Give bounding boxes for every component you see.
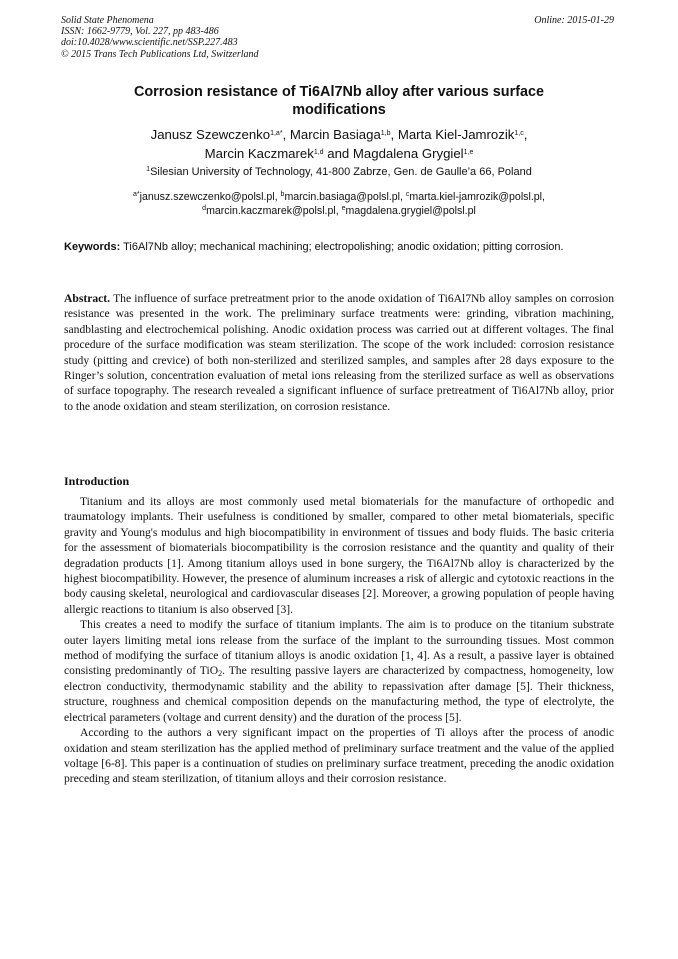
affiliation-mark: 1 bbox=[146, 166, 151, 173]
journal-metadata bbox=[61, 15, 259, 60]
keywords bbox=[64, 240, 614, 255]
paragraph bbox=[64, 617, 614, 725]
subscript: 2 bbox=[218, 669, 223, 679]
paragraph: According to the authors a very significant impact on the properties of Ti alloys after the process of anodic oxidation and steam sterilization has the applied method of preliminary surface treatment and the value of the applied voltage [6-8]. This paper is a continuation of studies on preliminary surface treatment, preceding the anodic oxidation preceding and steam sterilization, of titanium alloys and their corrosion resistance. bbox=[64, 726, 614, 786]
author-name: Magdalena Grygiel bbox=[352, 146, 464, 161]
author-separator: , bbox=[282, 127, 290, 142]
paragraph-text: This creates a need to modify the surface of titanium implants. The aim is to produce on the titanium substrate outer layers limiting metal ions release from the surface of the implant to the surrounding tissues. Most common method of modifying the surface of titanium alloys is anodic oxidation [1, 4]. As a result, a passive layer is obtained consisting predominantly of TiO bbox=[64, 618, 614, 678]
email-link[interactable]: magdalena.grygiel@polsl.pl bbox=[345, 205, 476, 217]
journal-name: Solid State Phenomena bbox=[61, 15, 154, 26]
email-link[interactable]: janusz.szewczenko@polsl.pl, bbox=[139, 191, 281, 203]
journal-copyright: © 2015 Trans Tech Publications Ltd, Switzerland bbox=[61, 48, 259, 60]
author-affiliation-mark: 1,e bbox=[463, 149, 474, 156]
author-separator: and bbox=[323, 146, 353, 161]
author-name: Janusz Szewczenko bbox=[150, 127, 271, 142]
author-separator: , bbox=[390, 127, 398, 142]
keywords-text: Ti6Al7Nb alloy; mechanical machining; electropolishing; anodic oxidation; pitting corrosion. bbox=[123, 241, 564, 253]
online-date: Online: 2015-01-29 bbox=[534, 15, 614, 26]
journal-issn: ISSN: 1662-9779, Vol. 227, pp 483-486 bbox=[61, 26, 219, 38]
introduction-body bbox=[64, 494, 614, 787]
email-link[interactable]: marta.kiel-jamrozik@polsl.pl, bbox=[409, 191, 545, 203]
abstract-text: The influence of surface pretreatment prior to the anode oxidation of Ti6Al7Nb alloy samples on corrosion resistance was presented in the work. The preliminary surface treatments were: grinding, vibration machining, sandblasting and electrochemical polishing. Anodic oxidation process was carried out at different voltages. The final procedure of the surface modification was steam sterilization. The scope of the work included: corrosion resistance study (pitting and crevice) of both non-sterilized and sterilized samples, and samples after 28 days exposure to the Ringer’s solution, concentration evaluation of metal ions releasing from the sterilized surface as well as observations of surface topography. The research revealed a significant influence of surface pretreatment of Ti6Al7Nb alloy, prior to the anode oxidation and steam sterilization, on corrosion resistance. bbox=[64, 292, 614, 413]
keywords-label: Keywords: bbox=[64, 241, 121, 253]
email-link[interactable]: marcin.basiaga@polsl.pl, bbox=[284, 191, 406, 203]
author-emails bbox=[70, 190, 608, 218]
abstract-label: Abstract. bbox=[64, 292, 111, 305]
author-name: Marcin Basiaga bbox=[289, 127, 381, 142]
email-link[interactable]: marcin.kaczmarek@polsl.pl, bbox=[206, 205, 342, 217]
author-affiliation-mark: 1,c bbox=[514, 130, 524, 137]
journal-doi: doi:10.4028/www.scientific.net/SSP.227.483 bbox=[61, 37, 238, 49]
author-separator: , bbox=[523, 127, 528, 142]
section-heading-introduction: Introduction bbox=[64, 474, 130, 488]
paragraph: Titanium and its alloys are most commonly used metal biomaterials for the manufacture of orthopedic and traumatology implants. Their usefulness is conditioned by smaller, compared to other metal biomaterials, specific gravity and Young's modulus and high biocompatibility in environment of tissues and body fluids. The basic criteria for the assessment of biomaterials biocompatibility is the corrosion resistance and the quantity and quality of their degradation products [1]. Among titanium alloys used in bone surgery, the Ti6Al7Nb alloy is characterized by the highest biocompatibility. However, the presence of aluminum increases a risk of allergic and cytotoxic reactions in the body causing skeletal, neurological and cardiovascular diseases [2]. Moreover, a growing population of people having allergic reactions to titanium is also observed [3]. bbox=[64, 495, 614, 616]
author-name: Marcin Kaczmarek bbox=[204, 146, 314, 161]
author-affiliation-mark: 1,a* bbox=[270, 130, 283, 137]
author-affiliation-mark: 1,b bbox=[380, 130, 391, 137]
paragraph-text: . The resulting passive layers are characterized by compactness, homogeneity, low electron conductivity, thermodynamic stability and the ability to repassivation after damage [5]. Their thickness, structure, roughness and chemical composition depends on the manufacturing method, the type of electrolyte, the electrical parameters (voltage and current density) and the duration of the process [5]. bbox=[64, 664, 615, 724]
affiliation bbox=[70, 165, 608, 179]
author-affiliation-mark: 1,d bbox=[313, 149, 324, 156]
email-mark: e bbox=[341, 205, 346, 212]
affiliation-text: Silesian University of Technology, 41-800 Zabrze, Gen. de Gaulle’a 66, Poland bbox=[150, 166, 532, 178]
email-mark: b bbox=[280, 191, 285, 198]
abstract bbox=[64, 291, 614, 414]
author-list bbox=[70, 125, 608, 163]
author-name: Marta Kiel-Jamrozik bbox=[397, 127, 515, 142]
email-mark: d bbox=[202, 205, 207, 212]
email-mark: a* bbox=[133, 191, 140, 198]
paper-title: Corrosion resistance of Ti6Al7Nb alloy after various surface modifications bbox=[133, 84, 544, 118]
email-mark: c bbox=[405, 191, 410, 198]
